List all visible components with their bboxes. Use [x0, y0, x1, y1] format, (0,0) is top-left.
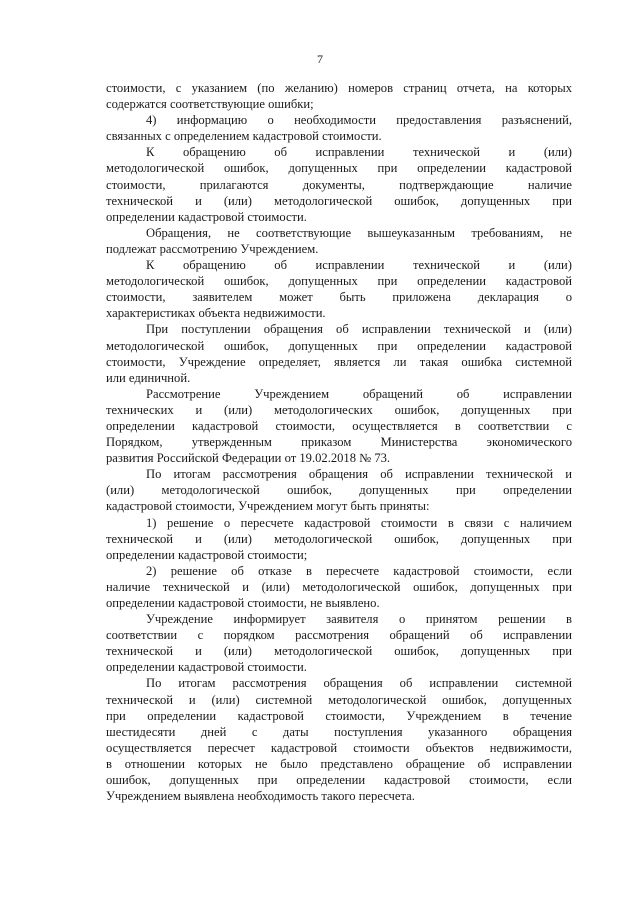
paragraph: [106, 321, 572, 385]
paragraph-line: Порядком, утвержденным приказом Министерства экономического: [106, 435, 572, 450]
paragraph-line: подлежат рассмотрению Учреждением.: [106, 241, 319, 256]
document-body: [106, 80, 572, 804]
paragraph-line: шестидесяти дней с даты поступления указанного обращения: [106, 724, 572, 739]
paragraph: [106, 611, 572, 675]
paragraph-line: По итогам рассмотрения обращения об исправлении системной: [146, 676, 572, 691]
paragraph-line: технической и (или) методологической ошибок, допущенных при: [106, 644, 572, 659]
paragraph-line: По итогам рассмотрения обращения об исправлении технической и: [146, 467, 572, 482]
paragraph-line: соответствии с порядком рассмотрения обращений об исправлении: [106, 628, 572, 643]
paragraph-line: 1) решение о пересчете кадастровой стоимости в связи с наличием: [146, 515, 572, 530]
paragraph-line: определении кадастровой стоимости, не выявлено.: [106, 596, 380, 610]
paragraph: [106, 515, 572, 563]
paragraph-line: наличие технической и (или) методологической ошибок, допущенных при: [106, 579, 572, 594]
paragraph-line: технической и (или) методологической ошибок, допущенных при: [106, 193, 572, 208]
paragraph-line: Рассмотрение Учреждением обращений об исправлении: [146, 386, 572, 401]
paragraph-line: методологической ошибок, допущенных при определении кадастровой: [106, 161, 572, 176]
paragraph-line: определении кадастровой стоимости.: [106, 209, 307, 224]
paragraph-line: осуществляется пересчет кадастровой стоимости объектов недвижимости,: [106, 740, 572, 755]
paragraph: [106, 112, 572, 144]
paragraph-line: при определении кадастровой стоимости, Учреждением в течение: [106, 708, 572, 723]
paragraph-line: (или) методологической ошибок, допущенных при определении: [106, 483, 572, 498]
paragraph-line: Учреждением выявлена необходимость такого пересчета.: [106, 789, 415, 804]
paragraph: [106, 386, 572, 466]
paragraph-line: кадастровой стоимости, Учреждением могут быть приняты:: [106, 499, 430, 514]
paragraph: [106, 257, 572, 321]
paragraph-line: определении кадастровой стоимости.: [106, 660, 307, 675]
paragraph-line: технической и (или) методологической ошибок, допущенных при: [106, 531, 572, 546]
paragraph-line: Учреждение информирует заявителя о принятом решении в: [146, 612, 572, 627]
paragraph-line: развития Российской Федерации от 19.02.2018 № 73.: [106, 451, 391, 466]
paragraph-line: При поступлении обращения об исправлении технической и (или): [146, 322, 572, 337]
paragraph-line: Обращения, не соответствующие вышеуказанным требованиям, не: [146, 225, 572, 240]
paragraph-line: характеристиках объекта недвижимости.: [106, 306, 326, 321]
paragraph-line: стоимости, прилагаются документы, подтверждающие наличие: [106, 177, 572, 192]
paragraph: [106, 144, 572, 224]
paragraph-line: К обращению об исправлении технической и (или): [146, 145, 572, 160]
paragraph: [106, 675, 572, 804]
paragraph-line: К обращению об исправлении технической и (или): [146, 258, 572, 273]
paragraph: [106, 466, 572, 514]
paragraph-line: стоимости, Учреждение определяет, является ли такая ошибка системной: [106, 354, 572, 369]
paragraph-line: технических и (или) методологических ошибок, допущенных при: [106, 402, 572, 417]
paragraph: [106, 563, 572, 611]
paragraph-line: ошибок, допущенных при определении кадастровой стоимости, если: [106, 773, 572, 788]
paragraph-line: определении кадастровой стоимости, осуществляется в соответствии с: [106, 418, 572, 433]
paragraph-line: в отношении которых не было представлено обращение об исправлении: [106, 756, 572, 771]
paragraph-line: методологической ошибок, допущенных при определении кадастровой: [106, 338, 572, 353]
paragraph-line: или единичной.: [106, 370, 191, 385]
paragraph: [106, 80, 572, 112]
paragraph-line: методологической ошибок, допущенных при определении кадастровой: [106, 274, 572, 289]
paragraph-line: 2) решение об отказе в пересчете кадастровой стоимости, если: [146, 563, 572, 578]
paragraph-line: связанных с определением кадастровой стоимости.: [106, 129, 382, 144]
page-number: 7: [317, 52, 323, 66]
paragraph-line: 4) информацию о необходимости предоставления разъяснений,: [146, 113, 572, 128]
paragraph-line: определении кадастровой стоимости;: [106, 547, 308, 562]
paragraph-line: содержатся соответствующие ошибки;: [106, 97, 314, 112]
paragraph-line: стоимости, с указанием (по желанию) номеров страниц отчета, на которых: [106, 81, 572, 95]
paragraph-line: стоимости, заявителем может быть приложена декларация о: [106, 290, 572, 305]
paragraph: [106, 225, 572, 257]
paragraph-line: технической и (или) системной методологической ошибок, допущенных: [106, 692, 572, 707]
